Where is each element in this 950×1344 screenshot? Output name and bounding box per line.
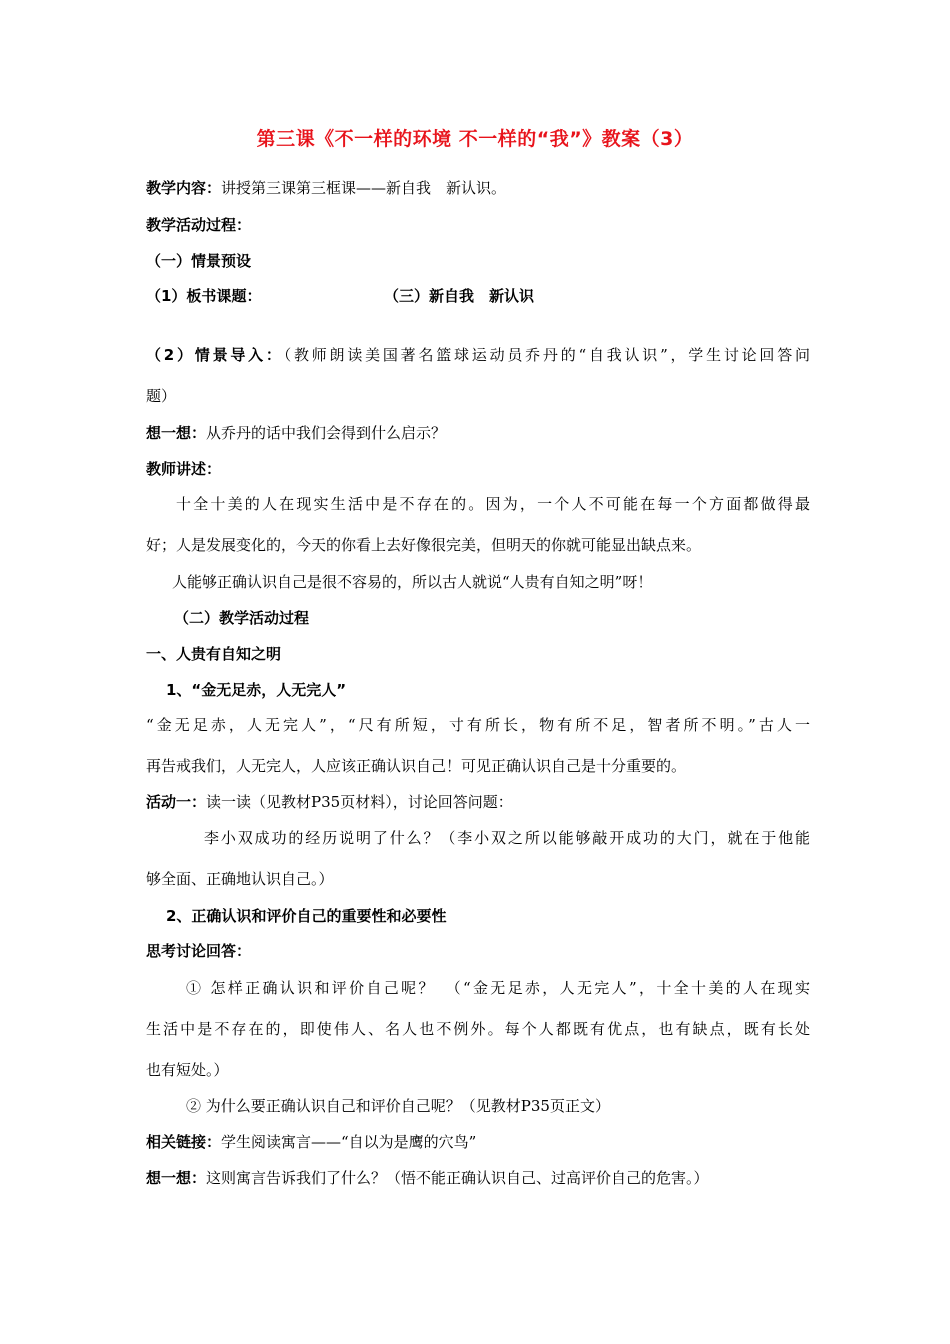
li-line-1: 李小双成功的经历说明了什么？（李小双之所以能够敲开成功的大门，就在于他能 xyxy=(204,829,810,847)
section-1-heading: （一）情景预设 xyxy=(146,252,252,270)
intro-label: （2）情景导入： xyxy=(146,346,284,364)
heading-1: 一、人贵有自知之明 xyxy=(146,645,282,663)
teacher-p1-line-1: 十全十美的人在现实生活中是不存在的。因为，一个人不可能在每一个方面都做得最 xyxy=(176,495,810,513)
teacher-p2: 人能够正确认识自己是很不容易的，所以古人就说“人贵有自知之明”呀！ xyxy=(172,573,653,591)
link-text: 学生阅读寓言——“自以为是鹰的穴鸟” xyxy=(221,1133,477,1151)
q2-line: ② 为什么要正确认识自己和评价自己呢？（见教材P35页正文） xyxy=(186,1097,610,1115)
process-heading: 教学活动过程： xyxy=(146,216,252,234)
link-label: 相关链接： xyxy=(146,1133,222,1151)
heading-1-2: 2、正确认识和评价自己的重要性和必要性 xyxy=(166,907,447,925)
q1-line-3: 也有短处。） xyxy=(146,1061,229,1079)
think2-label: 想一想： xyxy=(146,1169,207,1187)
discuss-label: 思考讨论回答： xyxy=(146,942,252,960)
teacher-p1-line-2: 好；人是发展变化的，今天的你看上去好像很完美，但明天的你就可能显出缺点来。 xyxy=(146,536,702,554)
heading-1-1: 1、“金无足赤，人无完人” xyxy=(166,681,347,699)
think1-line xyxy=(146,423,810,443)
link-line xyxy=(146,1132,810,1152)
li-line-2: 够全面、正确地认识自己。） xyxy=(146,870,334,888)
think2-line xyxy=(146,1168,810,1188)
board-text: （三）新自我 新认识 xyxy=(384,287,535,305)
content-label: 教学内容： xyxy=(146,179,222,197)
gold-line-2: 再告戒我们，人无完人，人应该正确认识自己！可见正确认识自己是十分重要的。 xyxy=(146,757,687,775)
think2-text: 这则寓言告诉我们了什么？（悟不能正确认识自己、过高评价自己的危害。） xyxy=(206,1169,709,1187)
intro-line-1 xyxy=(146,345,810,365)
think1-label: 想一想： xyxy=(146,424,207,442)
section-2-heading: （二）教学活动过程 xyxy=(174,609,310,627)
q1-line-2: 生活中是不存在的，即使伟人、名人也不例外。每个人都既有优点，也有缺点，既有长处 xyxy=(146,1020,810,1038)
q1-line-1: ① 怎样正确认识和评价自己呢？ （“金无足赤，人无完人”，十全十美的人在现实 xyxy=(186,979,810,997)
board-line xyxy=(146,286,810,306)
board-label: （1）板书课题： xyxy=(146,287,262,305)
activity-1-label: 活动一： xyxy=(146,793,207,811)
page-title: 第三课《不一样的环境 不一样的“我”》教案（3） xyxy=(256,128,694,150)
teacher-label: 教师讲述： xyxy=(146,460,222,478)
activity-1-line xyxy=(146,792,810,812)
content-text: 讲授第三课第三框课——新自我 新认识。 xyxy=(221,179,507,197)
gold-line-1: “金无足赤，人无完人”，“尺有所短，寸有所长，物有所不足，智者所不明。”古人一 xyxy=(146,716,810,734)
intro-line-2: 题） xyxy=(146,387,177,405)
intro-text-1: （教师朗读美国著名篮球运动员乔丹的“自我认识”，学生讨论回答问 xyxy=(283,346,810,364)
content-line xyxy=(146,178,810,198)
activity-1-text: 读一读（见教材P35页材料），讨论回答问题： xyxy=(206,793,513,811)
think1-text: 从乔丹的话中我们会得到什么启示？ xyxy=(206,424,447,442)
